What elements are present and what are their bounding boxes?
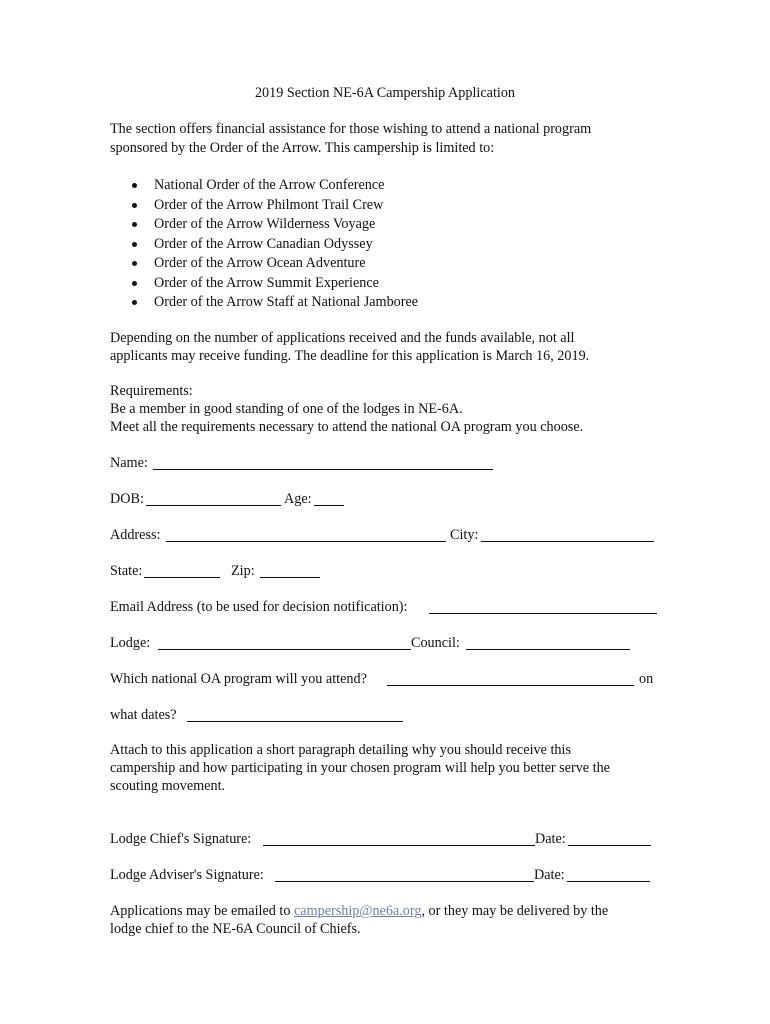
attach-line-2: campership and how participating in your chosen program will help you better serve the (110, 760, 610, 776)
footer-suffix: , or they may be delivered by the (421, 903, 609, 919)
chief-signature-field[interactable] (263, 845, 535, 846)
city-field[interactable] (481, 541, 654, 542)
name-label: Name: (110, 455, 148, 471)
adviser-date-label: Date: (534, 867, 565, 883)
program-field[interactable] (387, 685, 634, 686)
on-label: on (639, 671, 654, 687)
list-item: Order of the Arrow Ocean Adventure (130, 254, 418, 274)
zip-field[interactable] (260, 577, 320, 578)
address-label: Address: (110, 527, 161, 543)
footer-line-2: lodge chief to the NE-6A Council of Chiefs. (110, 921, 361, 937)
state-field[interactable] (144, 577, 220, 578)
email-field[interactable] (429, 613, 657, 614)
intro-line-2: sponsored by the Order of the Arrow. This campership is limited to: (110, 140, 495, 156)
lodge-label: Lodge: (110, 635, 151, 651)
chief-date-label: Date: (535, 831, 566, 847)
requirement-2: Meet all the requirements necessary to attend the national OA program you choose. (110, 419, 584, 435)
zip-label: Zip: (231, 563, 255, 579)
adviser-signature-field[interactable] (275, 881, 534, 882)
requirement-1: Be a member in good standing of one of the lodges in NE-6A. (110, 401, 463, 417)
chief-signature-label: Lodge Chief's Signature: (110, 831, 252, 847)
intro-line-1: The section offers financial assistance for those wishing to attend a national program (110, 121, 592, 137)
funding-line-1: Depending on the number of applications received and the funds available, not all (110, 330, 575, 346)
council-field[interactable] (466, 649, 630, 650)
requirements-heading: Requirements: (110, 383, 193, 399)
address-field[interactable] (166, 541, 446, 542)
list-item: Order of the Arrow Staff at National Jamboree (130, 293, 418, 313)
dates-label: what dates? (110, 707, 177, 723)
list-item: Order of the Arrow Canadian Odyssey (130, 235, 418, 255)
age-label: Age: (284, 491, 312, 507)
list-item: Order of the Arrow Philmont Trail Crew (130, 196, 418, 216)
dob-field[interactable] (146, 505, 281, 506)
email-label: Email Address (to be used for decision notification): (110, 599, 408, 615)
footer-line-1 (110, 903, 608, 920)
dates-field[interactable] (187, 721, 403, 722)
state-label: State: (110, 563, 143, 579)
attach-line-1: Attach to this application a short paragraph detailing why you should receive this (110, 742, 571, 758)
program-label: Which national OA program will you attend? (110, 671, 367, 687)
lodge-field[interactable] (158, 649, 411, 650)
list-item: Order of the Arrow Summit Experience (130, 274, 418, 294)
email-link[interactable]: campership@ne6a.org (294, 903, 422, 919)
program-list (130, 176, 418, 313)
chief-date-field[interactable] (568, 845, 651, 846)
age-field[interactable] (314, 505, 344, 506)
city-label: City: (450, 527, 479, 543)
list-item: National Order of the Arrow Conference (130, 176, 418, 196)
adviser-date-field[interactable] (567, 881, 650, 882)
list-item: Order of the Arrow Wilderness Voyage (130, 215, 418, 235)
attach-line-3: scouting movement. (110, 778, 226, 794)
page-title: 2019 Section NE-6A Campership Application (254, 85, 516, 101)
footer-prefix: Applications may be emailed to (110, 903, 291, 919)
funding-line-2: applicants may receive funding. The deadline for this application is March 16, 2019. (110, 348, 590, 364)
name-field[interactable] (153, 469, 493, 470)
dob-label: DOB: (110, 491, 144, 507)
adviser-signature-label: Lodge Adviser's Signature: (110, 867, 264, 883)
council-label: Council: (411, 635, 460, 651)
